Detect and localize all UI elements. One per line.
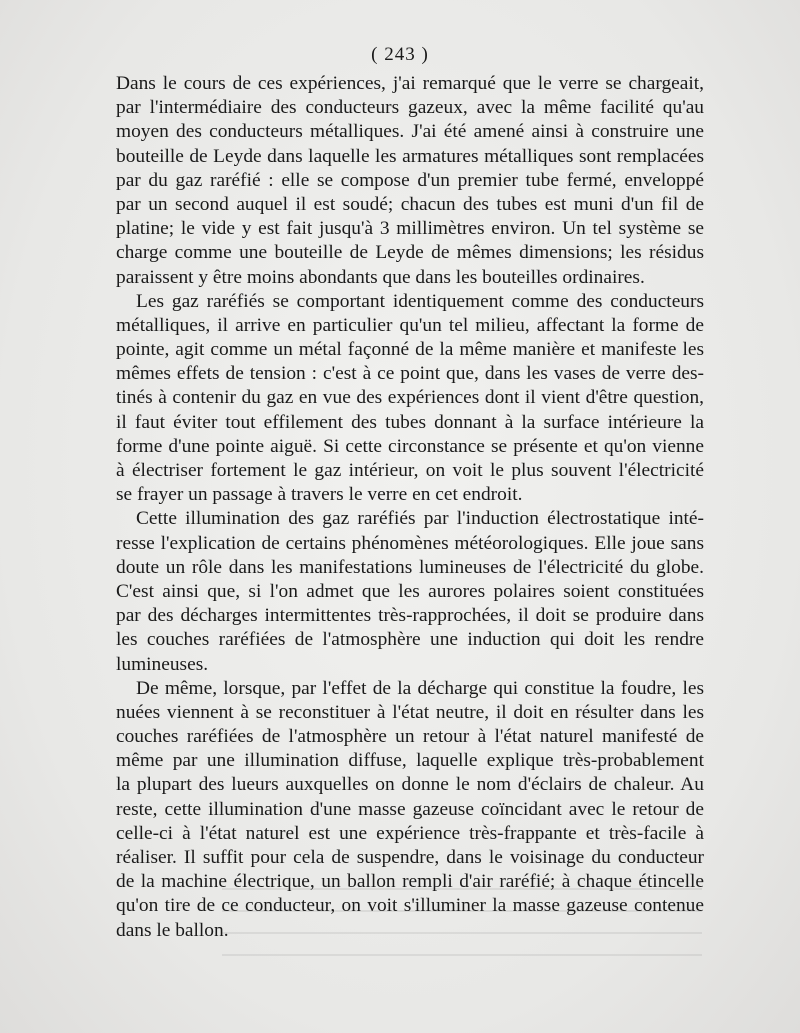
text-line: par l'intermédiaire des conducteurs gazeux, avec la même facilité qu'au bbox=[116, 97, 704, 119]
body-text bbox=[116, 72, 704, 943]
text-line: Cette illumination des gaz raréfiés par l'induction électrostatique inté- bbox=[136, 508, 704, 530]
text-line: par un second auquel il est soudé; chacun des tubes est muni d'un fil de bbox=[116, 193, 704, 215]
text-line: même par une illumination diffuse, laquelle explique très-probablement bbox=[116, 750, 704, 772]
text-line: métalliques, il arrive en particulier qu'un tel milieu, affectant la forme de bbox=[116, 314, 704, 336]
paragraph bbox=[116, 677, 704, 943]
text-line: la plupart des lueurs auxquelles on donne le nom d'éclairs de chaleur. Au bbox=[116, 774, 704, 796]
text-line: Les gaz raréfiés se comportant identiquement comme des conducteurs bbox=[136, 290, 704, 312]
text-line: de la machine électrique, un ballon rempli d'air raréfié; à chaque étincelle bbox=[116, 871, 704, 893]
text-line: qu'on tire de ce conducteur, on voit s'illuminer la masse gazeuse contenue bbox=[116, 895, 704, 917]
text-line: bouteille de Leyde dans laquelle les armatures métalliques sont remplacées bbox=[116, 145, 704, 167]
paragraph bbox=[116, 507, 704, 676]
text-line: moyen des conducteurs métalliques. J'ai été amené ainsi à construire une bbox=[116, 121, 704, 143]
text-line: resse l'explication de certains phénomènes météorologiques. Elle joue sans bbox=[116, 532, 704, 554]
text-line: tinés à contenir du gaz en vue des expériences dont il vient d'être question, bbox=[116, 387, 704, 409]
text-line: reste, cette illumination d'une masse gazeuse coïncidant avec le retour de bbox=[116, 798, 704, 820]
text-line: couches raréfiées de l'atmosphère un retour à l'état naturel manifesté de bbox=[116, 726, 704, 748]
paragraph bbox=[116, 72, 704, 290]
text-line: les couches raréfiées de l'atmosphère une induction qui doit les rendre bbox=[116, 629, 704, 651]
text-line: charge comme une bouteille de Leyde de mêmes dimensions; les résidus bbox=[116, 242, 704, 264]
text-line: par du gaz raréfié : elle se compose d'un premier tube fermé, enveloppé bbox=[116, 169, 704, 191]
text-line: se frayer un passage à travers le verre en cet endroit. bbox=[116, 484, 523, 506]
text-line: il faut éviter tout effilement des tubes donnant à la surface intérieure la bbox=[116, 411, 704, 433]
text-line: par des décharges intermittentes très-rapprochées, il doit se produire dans bbox=[116, 605, 704, 627]
text-line: réaliser. Il suffit pour cela de suspendre, dans le voisinage du conducteur bbox=[116, 847, 704, 868]
text-line: Dans le cours de ces expériences, j'ai remarqué que le verre se chargeait, bbox=[116, 73, 704, 94]
page-number: ( 243 ) bbox=[371, 44, 429, 65]
text-line: dans le ballon. bbox=[116, 919, 229, 941]
text-line: platine; le vide y est fait jusqu'à 3 millimètres environ. Un tel système se bbox=[116, 218, 704, 240]
paragraph bbox=[116, 290, 704, 508]
text-line: mêmes effets de tension : c'est à ce point que, dans les vases de verre des- bbox=[116, 363, 704, 385]
text-line: nuées viennent à se reconstituer à l'état neutre, il doit en résulter dans les bbox=[116, 701, 704, 723]
text-line: doute un rôle dans les manifestations lumineuses de l'électricité du globe. bbox=[116, 556, 704, 578]
text-line: pointe, agit comme un métal façonné de la même manière et manifeste les bbox=[116, 339, 704, 361]
text-line: forme d'une pointe aiguë. Si cette circonstance se présente et qu'on vienne bbox=[116, 435, 704, 457]
text-line: lumineuses. bbox=[116, 653, 209, 675]
text-line: celle-ci à l'état naturel est une expérience très-frappante et très-facile à bbox=[116, 822, 704, 844]
text-line: C'est ainsi que, si l'on admet que les aurores polaires soient constituées bbox=[116, 580, 704, 602]
text-line: paraissent y être moins abondants que dans les bouteilles ordinaires. bbox=[116, 266, 645, 288]
text-line: à électriser fortement le gaz intérieur, on voit le plus souvent l'électricité bbox=[116, 460, 704, 481]
text-line: De même, lorsque, par l'effet de la décharge qui constitue la foudre, les bbox=[136, 677, 704, 699]
